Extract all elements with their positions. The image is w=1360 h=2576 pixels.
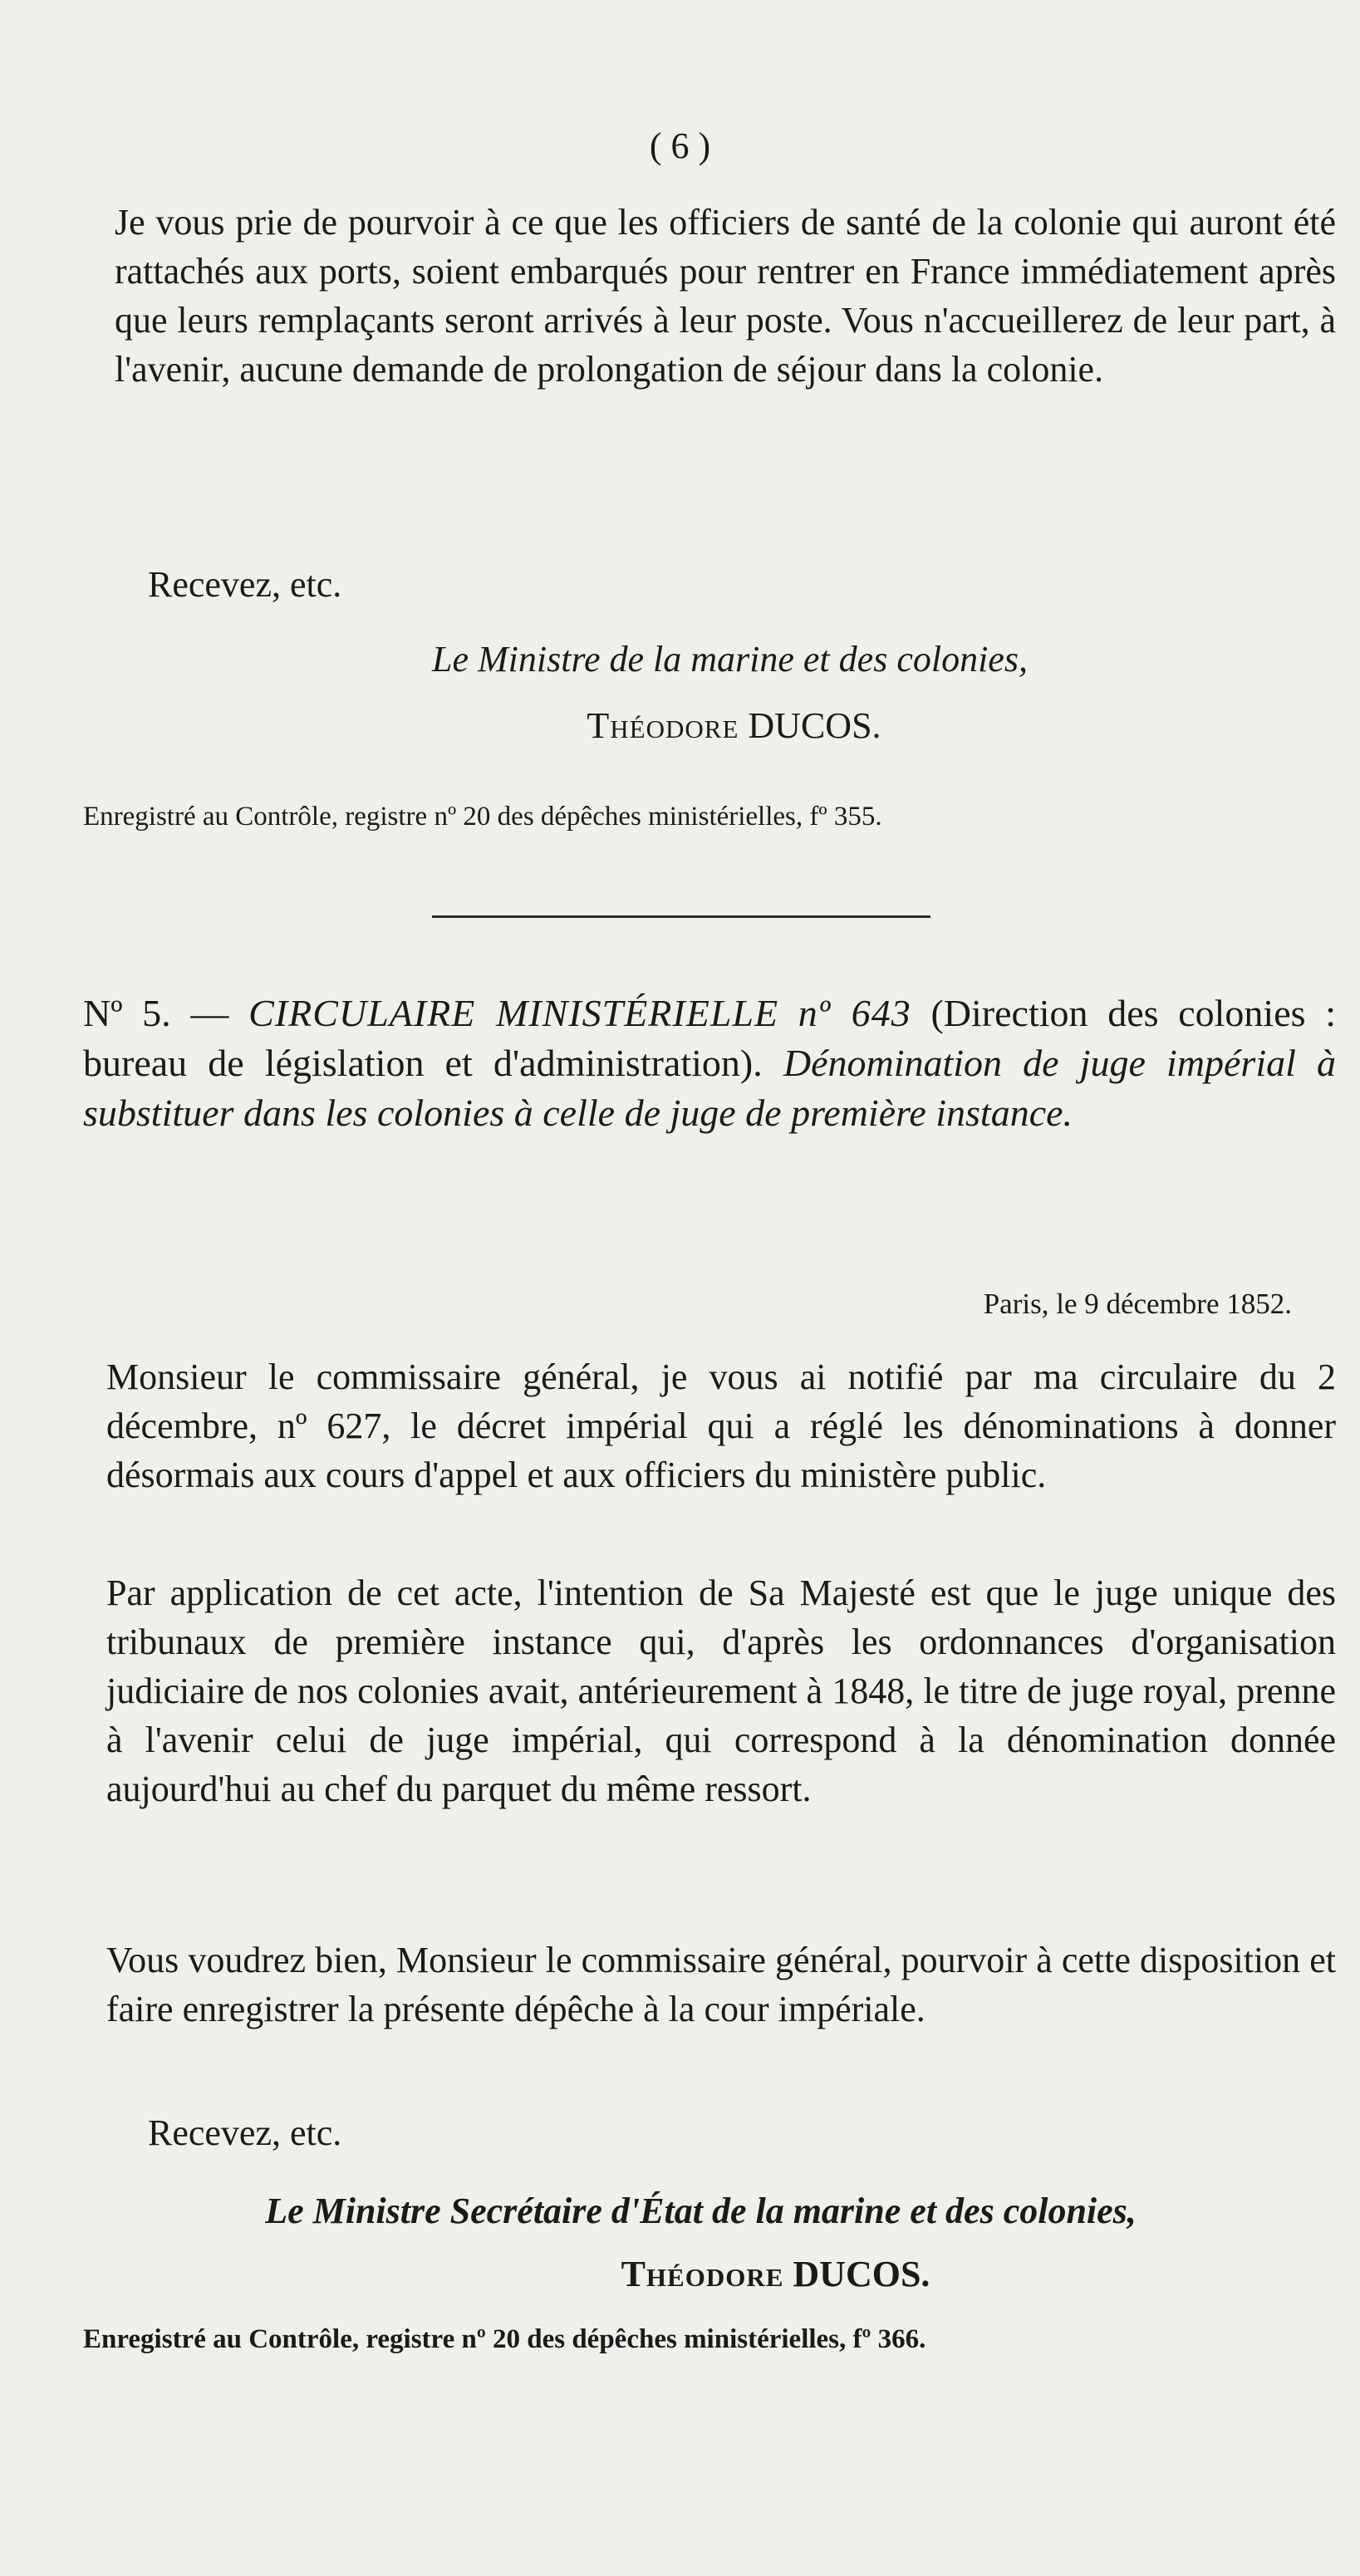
- signature-name: [0, 704, 1360, 747]
- circular-heading: [83, 989, 1336, 1138]
- signature-title: Le Ministre de la marine et des colonies,: [432, 639, 1028, 680]
- circular-registration-note: Enregistré au Contrôle, registre nº 20 des dépêches ministérielles, fº 366.: [83, 2324, 926, 2354]
- letter-closing: Recevez, etc.: [148, 564, 342, 605]
- circular-ref-number: nº 643: [798, 992, 911, 1034]
- circular-title: CIRCULAIRE MINISTÉRIELLE: [248, 992, 779, 1034]
- signature-first-name: Théodore: [587, 705, 739, 746]
- dateline: Paris, le 9 décembre 1852.: [983, 1288, 1292, 1320]
- circular-paragraph-1: Monsieur le commissaire général, je vous ai notifié par ma circulaire du 2 décembre, nº 627, le décret impérial qui a réglé les dénominations à donner désormais aux cours d'appel et aux officiers du ministère public.: [106, 1357, 1336, 1495]
- circular-paragraph-2: Par application de cet acte, l'intention de Sa Majesté est que le juge unique des tribunaux de première instance qui, d'après les ordonnances d'organisation judiciaire de nos colonies avait, antérieurement à 1848, le titre de juge royal, prenne à l'avenir celui de juge impérial, qui correspond à la dénomination donnée aujourd'hui au chef du parquet du même ressort.: [106, 1573, 1336, 1809]
- circular-closing: Recevez, etc.: [148, 2112, 342, 2153]
- circular-signature-title: Le Ministre Secrétaire d'État de la marine et des colonies,: [265, 2191, 1137, 2231]
- circular-paragraph-3: Vous voudrez bien, Monsieur le commissaire général, pourvoir à cette disposition et faire enregistrer la présente dépêche à la cour impériale.: [106, 1940, 1336, 2029]
- section-divider: [432, 915, 930, 918]
- letter-paragraph: Je vous prie de pourvoir à ce que les officiers de santé de la colonie qui auront été rattachés aux ports, soient embarqués pour rentrer en France immédiatement après que leurs remplaçants seront arrivés à leur poste. Vous n'accueillerez de leur part, à l'avenir, aucune demande de prolongation de séjour dans la colonie.: [115, 202, 1336, 390]
- circular-signature-name: [0, 2253, 1360, 2295]
- signature-surname: DUCOS.: [748, 705, 881, 746]
- circular-signature-surname: DUCOS.: [793, 2254, 930, 2294]
- circular-subject: Dénomination de juge impérial à substituer dans les colonies à celle de juge de première instance.: [83, 1042, 1336, 1134]
- page-number: ( 6 ): [649, 125, 711, 166]
- circular-signature-first-name: Théodore: [621, 2254, 784, 2294]
- circular-department: (Direction des colonies : bureau de législation et d'administration).: [83, 992, 1336, 1084]
- registration-note: Enregistré au Contrôle, registre nº 20 des dépêches ministérielles, fº 355.: [83, 802, 882, 832]
- circular-number: Nº 5. —: [83, 992, 229, 1034]
